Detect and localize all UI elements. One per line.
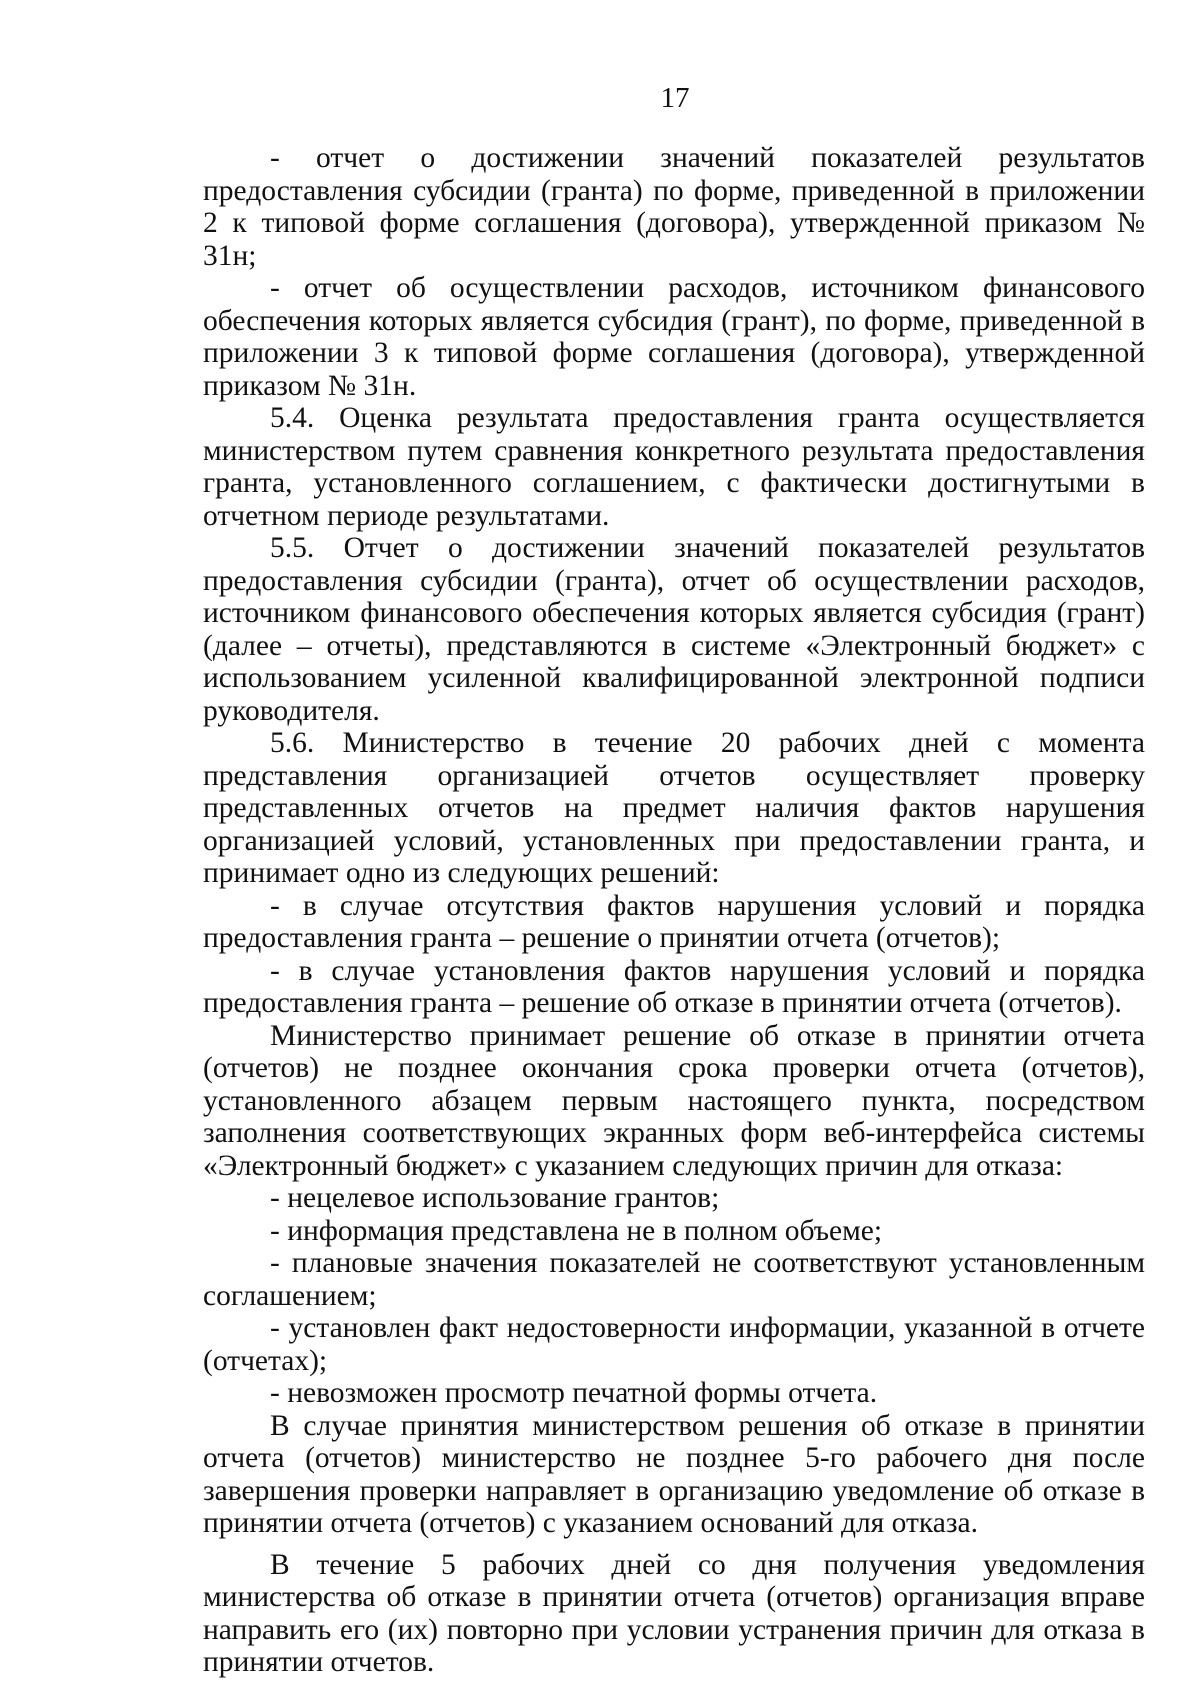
paragraph-report-expenses: - отчет об осуществлении расходов, источником финансового обеспечения которых является субсидия (грант), по форме, приведенной в приложении 3 к типовой форме соглашения (договора), утвержденной приказом № 31н. [203, 272, 1145, 402]
paragraph-5-5: 5.5. Отчет о достижении значений показателей результатов предоставления субсидии (гранта), отчет об осуществлении расходов, источником финансового обеспечения которых является субсидия (грант) (далее – отчеты), представляются в системе «Электронный бюджет» с использованием усиленной квалифицированной электронной подписи руководителя. [203, 532, 1145, 727]
list-item-reason-incomplete: - информация представлена не в полном объеме; [270, 1214, 883, 1247]
list-item-refusal: - в случае установления фактов нарушения условий и порядка предоставления гранта – решение об отказе в принятии отчета (отчетов). [203, 954, 1145, 1019]
list-item-reason-misuse: - нецелевое использование грантов; [270, 1182, 720, 1214]
paragraph-5-4: 5.4. Оценка результата предоставления гранта осуществляется министерством путем сравнения конкретного результата предоставления гранта, установленного соглашением, с фактически достигнутыми в отчетном периоде результатами. [203, 402, 1145, 532]
list-item-reason-unreliable: - установлен факт недостоверности информации, указанной в отчете (отчетах); [203, 1312, 1145, 1377]
paragraph-resubmission: В течение 5 рабочих дней со дня получения уведомления министерства об отказе в принятии отчета (отчетов) организация вправе направить его (их) повторно при условии устранения причин для отказа в принятии отчетов. [203, 1548, 1145, 1678]
paragraph-5-6: 5.6. Министерство в течение 20 рабочих дней с момента представления организацией отчетов осуществляет проверку представленных отчетов на предмет наличия фактов нарушения организацией условий, установленных при предоставлении гранта, и принимает одно из следующих решений: [203, 727, 1145, 889]
page-number: 17 [660, 82, 690, 114]
document-body [203, 142, 1145, 1679]
list-item-acceptance: - в случае отсутствия фактов нарушения условий и порядка предоставления гранта – решение о принятии отчета (отчетов); [203, 889, 1145, 954]
paragraph-report-indicators: - отчет о достижении значений показателей результатов предоставления субсидии (гранта) по форме, приведенной в приложении 2 к типовой форме соглашения (договора), утвержденной приказом № 31н; [203, 142, 1145, 272]
list-item-reason-indicators: - плановые значения показателей не соответствуют установленным соглашением; [203, 1247, 1145, 1312]
paragraph-refusal-notification: В случае принятия министерством решения об отказе в принятии отчета (отчетов) министерство не позднее 5-го рабочего дня после завершения проверки направляет в организацию уведомление об отказе в принятии отчета (отчетов) с указанием оснований для отказа. [203, 1409, 1145, 1539]
list-item-reason-print-form: - невозможен просмотр печатной формы отчета. [270, 1377, 878, 1409]
paragraph-refusal-decision: Министерство принимает решение об отказе в принятии отчета (отчетов) не позднее окончания срока проверки отчета (отчетов), установленного абзацем первым настоящего пункта, посредством заполнения соответствующих экранных форм веб-интерфейса системы «Электронный бюджет» с указанием следующих причин для отказа: [203, 1019, 1145, 1182]
